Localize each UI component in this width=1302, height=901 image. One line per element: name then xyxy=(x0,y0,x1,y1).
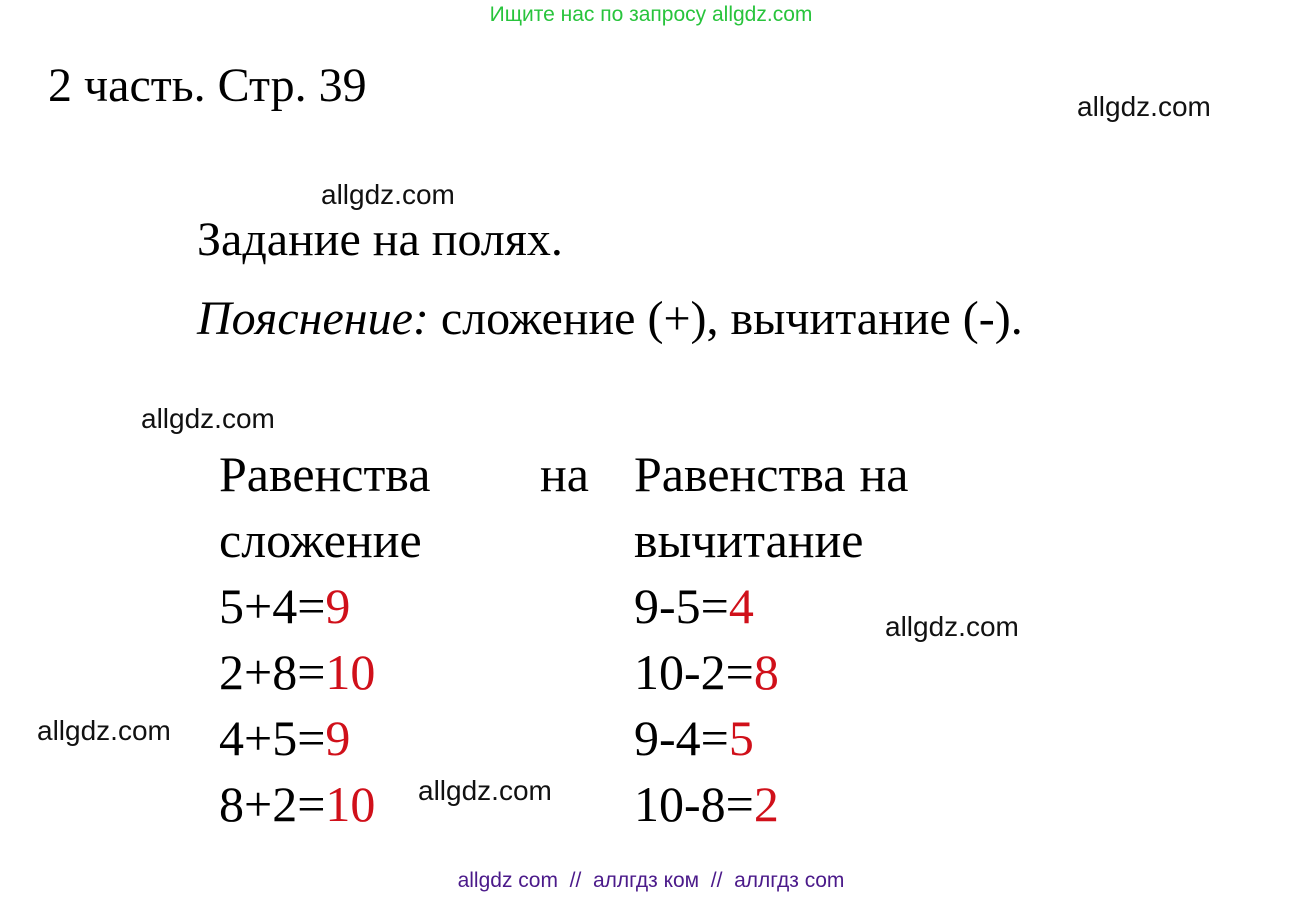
subtraction-equation xyxy=(634,771,1004,837)
equation-expression: 5+4= xyxy=(219,578,326,634)
equation-answer: 9 xyxy=(325,578,351,634)
watermark: allgdz.com xyxy=(321,179,455,210)
equation-answer: 2 xyxy=(753,776,779,832)
equation-expression: 10-2= xyxy=(634,644,754,700)
equation-answer: 10 xyxy=(325,776,376,832)
equation-expression: 9-5= xyxy=(634,578,729,634)
equation-answer: 9 xyxy=(325,710,351,766)
subtraction-title-word: Равенства xyxy=(634,446,846,502)
subtraction-title-line2: вычитание xyxy=(634,512,864,568)
equation-answer: 4 xyxy=(728,578,754,634)
addition-equation xyxy=(219,573,589,639)
equation-answer: 8 xyxy=(753,644,779,700)
watermark: allgdz.com xyxy=(418,775,552,806)
top-banner: Ищите нас по запросу allgdz.com xyxy=(489,3,813,26)
subtraction-equation xyxy=(634,639,1004,705)
subtraction-title-word: на xyxy=(859,446,909,502)
equation-expression: 8+2= xyxy=(219,776,326,832)
equation-answer: 5 xyxy=(728,710,754,766)
addition-title-line2: сложение xyxy=(219,512,422,568)
addition-title-word: Равенства xyxy=(219,446,431,502)
footer-watermark: allgdz com // аллгдз ком // аллгдз com xyxy=(457,869,845,892)
equation-expression: 10-8= xyxy=(634,776,754,832)
addition-title-word: на xyxy=(540,446,589,502)
watermark: allgdz.com xyxy=(1077,91,1211,122)
equation-expression: 2+8= xyxy=(219,644,326,700)
equation-expression: 9-4= xyxy=(634,710,729,766)
watermark: allgdz.com xyxy=(141,403,275,434)
equation-expression: 4+5= xyxy=(219,710,326,766)
addition-equation xyxy=(219,705,589,771)
subtraction-title xyxy=(634,441,1004,507)
task-heading: Задание на полях. xyxy=(197,213,563,266)
watermark: allgdz.com xyxy=(885,611,1019,642)
page-heading: 2 часть. Стр. 39 xyxy=(48,59,367,112)
explanation xyxy=(197,291,1023,346)
subtraction-equation xyxy=(634,705,1004,771)
explanation-label: Пояснение: xyxy=(197,292,429,345)
explanation-text: сложение (+), вычитание (-). xyxy=(428,292,1023,345)
addition-equation xyxy=(219,639,589,705)
equation-answer: 10 xyxy=(325,644,376,700)
addition-title xyxy=(219,441,589,507)
watermark: allgdz.com xyxy=(37,715,171,746)
